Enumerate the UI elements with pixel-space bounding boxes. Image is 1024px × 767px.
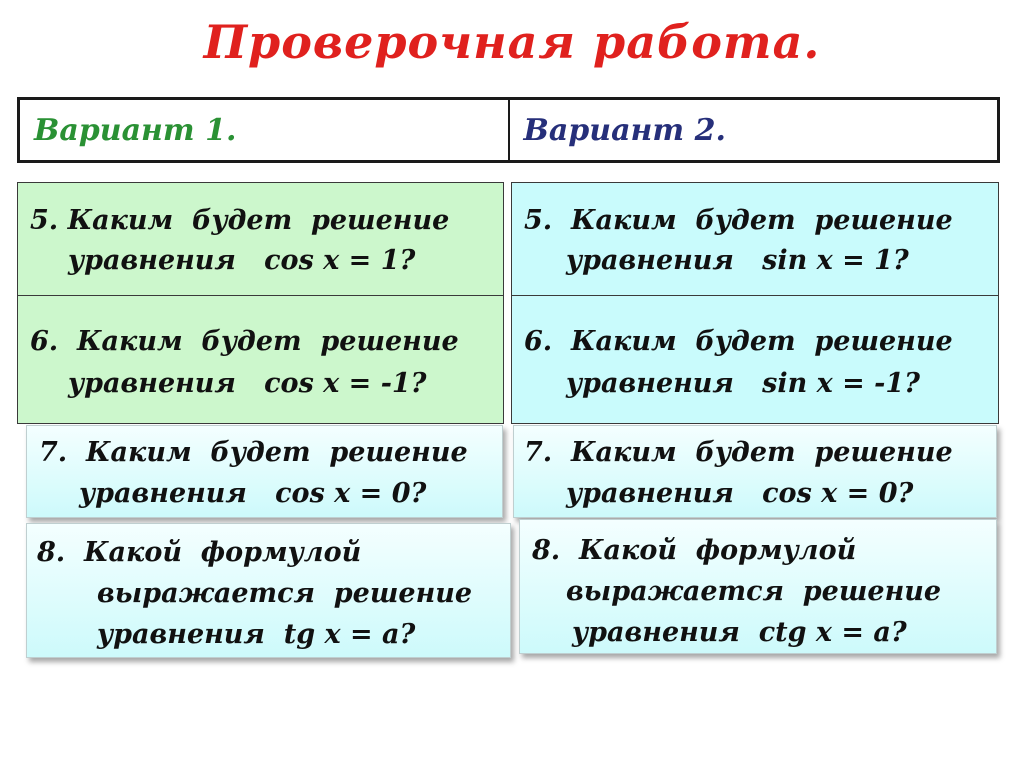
block-divider — [18, 295, 503, 296]
block-divider — [512, 295, 998, 296]
variant-1-green-block — [17, 182, 504, 424]
v2-q7-line1: 7. Каким будет решение — [524, 437, 953, 468]
v1-q5-line2: уравнения cos x = 1? — [68, 245, 416, 276]
v1-q5-line1: 5. Каким будет решение — [30, 205, 450, 236]
v2-q5-line1: 5. Каким будет решение — [524, 205, 953, 236]
v1-q7-line1: 7. Каким будет решение — [39, 437, 468, 468]
v1-q7-line2: уравнения cos x = 0? — [79, 478, 427, 509]
v2-q8-card — [519, 519, 997, 654]
v2-q8-line1: 8. Какой формулой — [532, 535, 857, 566]
v1-q6-line1: 6. Каким будет решение — [30, 326, 459, 357]
variant-header-table — [17, 97, 1000, 163]
v2-q6-line2: уравнения sin x = -1? — [566, 368, 920, 399]
v1-q8-line3: уравнения tg x = a? — [97, 619, 416, 650]
v1-q8-line1: 8. Какой формулой — [37, 537, 362, 568]
page-title: Проверочная работа. — [203, 15, 821, 69]
v2-q8-line3: уравнения ctg x = a? — [572, 617, 907, 648]
v2-q6-line1: 6. Каким будет решение — [524, 326, 953, 357]
v1-q8-card — [26, 523, 511, 658]
v1-q6-line2: уравнения cos x = -1? — [68, 368, 427, 399]
variant-2-header: Вариант 2. — [523, 113, 726, 148]
variant-2-cyan-block — [511, 182, 999, 424]
v2-q7-card — [513, 425, 997, 518]
v2-q8-line2: выражается решение — [566, 576, 942, 607]
v2-q5-line2: уравнения sin x = 1? — [566, 245, 909, 276]
v1-q8-line2: выражается решение — [97, 578, 473, 609]
v1-q7-card — [26, 425, 503, 518]
v2-q7-line2: уравнения cos x = 0? — [566, 478, 914, 509]
variant-1-header: Вариант 1. — [20, 100, 510, 160]
